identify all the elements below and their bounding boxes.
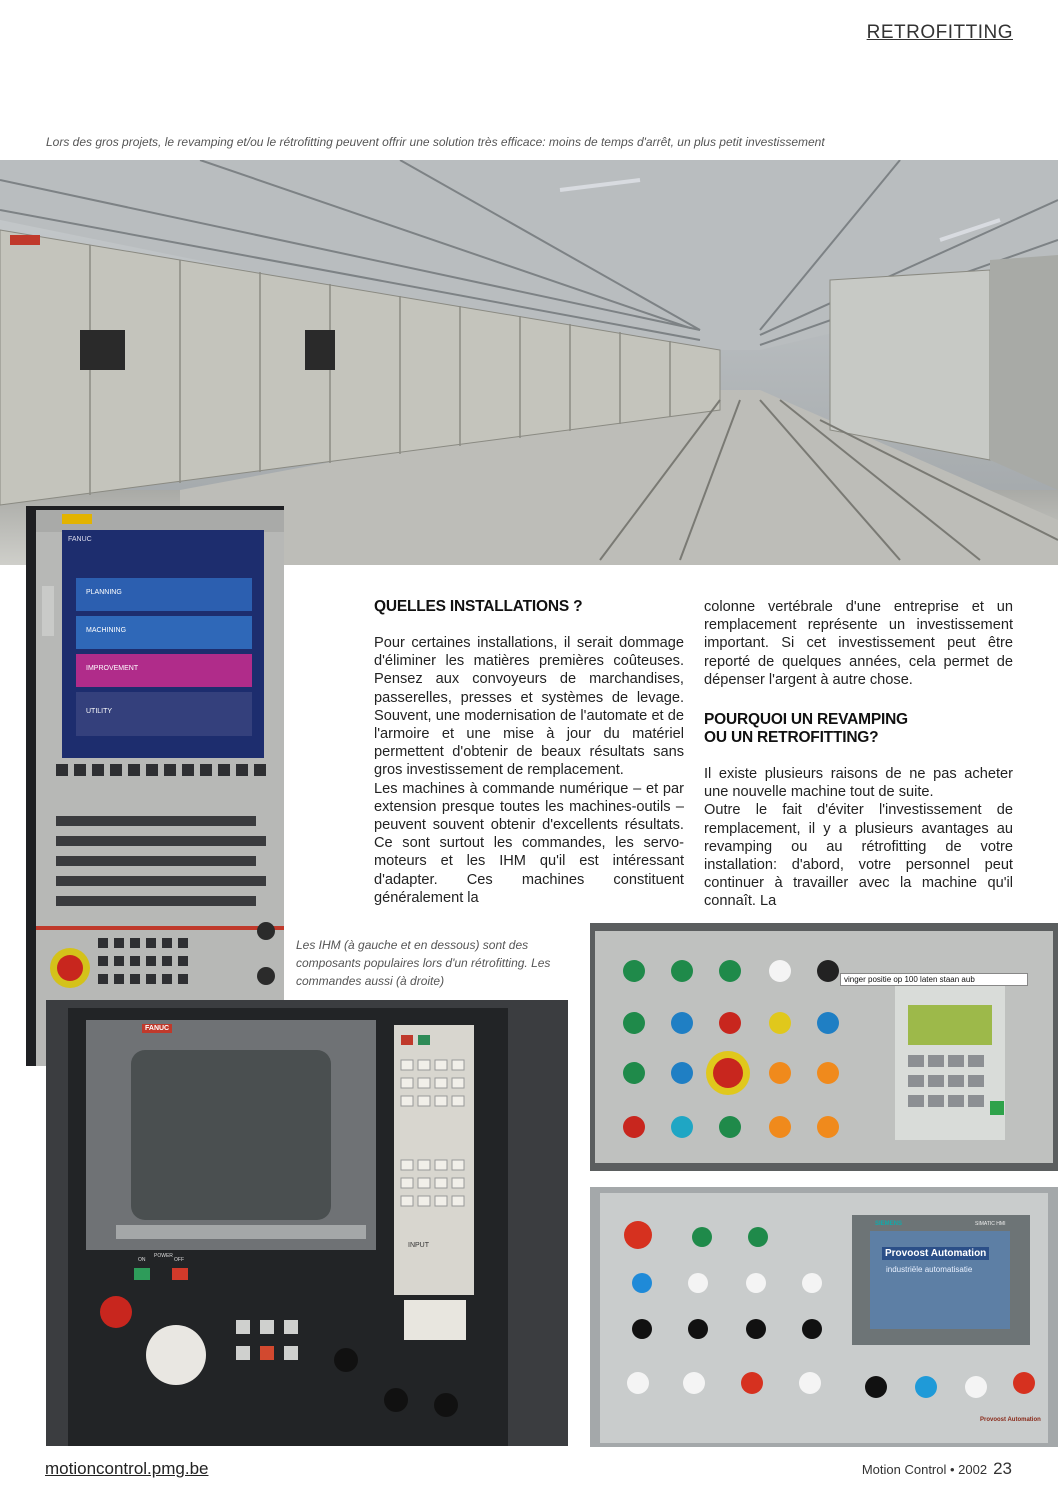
hmi-siemens-brand: SIEMENS	[875, 1221, 903, 1227]
photo-old-cnc-panel	[46, 1000, 568, 1446]
section-tag: RETROFITTING	[866, 22, 1013, 43]
footer-website-link[interactable]: motioncontrol.pmg.be	[45, 1459, 209, 1478]
col1-paragraph-2: Les machines à commande numérique – et par extension presque toutes les machines-outils – peuvent souvent obtenir d'excellents résultats. Ce sont surtout les commandes, les servo-moteurs et les IHM qu'il est intéressant d'adapter. Ces machines constituent généralement la	[374, 780, 684, 906]
hmi-row-utility[interactable]: UTILITY	[76, 692, 252, 736]
hmi-screen-subtitle: industriële automatisatie	[886, 1265, 973, 1274]
cnc-off-label: OFF	[174, 1257, 184, 1263]
hmi-screen	[62, 530, 264, 758]
footer-magazine-info	[862, 1459, 1012, 1479]
cnc-power-label: POWER	[154, 1253, 173, 1259]
fanuc-hmi-panel	[26, 506, 284, 1066]
hmi-screen-brand: FANUC	[68, 536, 92, 543]
panel-maker-plate: Provoost Automation	[980, 1417, 1041, 1423]
hmi-row-planning[interactable]: PLANNING	[76, 578, 252, 611]
top-photo-caption: Lors des gros projets, le revamping et/ou le rétrofitting peuvent offrir une solution très efficace: moins de temps d'arrêt, un plus petit investissement	[46, 135, 825, 149]
col1-paragraph-1: Pour certaines installations, il serait dommage d'éliminer les matières premières coûteuses. Pensez aux convoyeurs de marchandises, passerelles, presses et systèmes de levage. Souvent, une modernisation de l'automate et de l'armoire et une mise à jour du matériel permettent d'obtenir de beaux résultats sans gros investissement de remplacement.	[374, 635, 684, 779]
cnc-input-label: INPUT	[408, 1242, 429, 1249]
photo-control-panel-bottom	[590, 1187, 1058, 1447]
page-number: 23	[993, 1459, 1012, 1478]
hmi-row-improvement[interactable]: IMPROVEMENT	[76, 654, 252, 687]
top-photo-cabinet-room	[0, 160, 1058, 565]
hmi-siemens-model: SIMATIC HMI	[975, 1221, 1006, 1227]
cnc-brand-label: FANUC	[142, 1024, 172, 1033]
heading-pourquoi-line-2: OU UN RETROFITTING?	[704, 729, 879, 747]
col2-paragraph-intro: colonne vertébrale d'une entreprise et un remplacement représente un investissement important. Si cet investissement peut être reporté de quelques années, cela permet de dépenser l'argent à autre chose.	[704, 599, 1013, 688]
hmi-row-machining[interactable]: MACHINING	[76, 616, 252, 649]
col2-paragraph-1: Il existe plusieurs raisons de ne pas acheter une nouvelle machine tout de suite.	[704, 766, 1013, 801]
footer-magazine-name: Motion Control • 2002	[861, 1462, 988, 1477]
heading-pourquoi-line-1: POURQUOI UN REVAMPING	[704, 711, 908, 729]
photo-control-panel-top	[590, 923, 1058, 1171]
middle-caption: Les IHM (à gauche et en dessous) sont des composants populaires lors d'un rétrofitting. Les commandes aussi (à droite)	[296, 938, 551, 988]
heading-quelles-installations: QUELLES INSTALLATIONS ?	[374, 598, 583, 615]
article-column-2	[704, 598, 1013, 911]
col2-paragraph-2: Outre le fait d'éviter l'investissement de remplacement, il y a plusieurs avantages au revamping ou au rétrofitting de votre installation: d'abord, votre personnel peut continuer à travailler avec la machine qu'il connaît. La	[704, 802, 1013, 910]
panel-sign: vinger positie op 100 laten staan aub	[840, 973, 1028, 986]
article-column-1	[374, 598, 684, 907]
hmi-screen-title: Provoost Automation	[882, 1247, 989, 1260]
cnc-on-label: ON	[138, 1257, 146, 1263]
